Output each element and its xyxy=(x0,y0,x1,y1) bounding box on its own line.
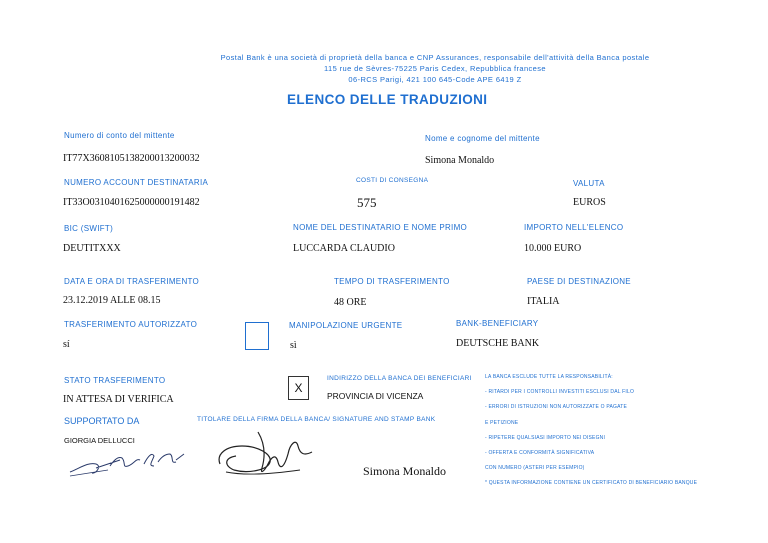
transfer-date-value: 23.12.2019 ALLE 08.15 xyxy=(63,295,161,306)
bank-address-label: INDIRIZZO DELLA BANCA DEI BENEFICIARI xyxy=(327,375,472,382)
bank-address-value: PROVINCIA DI VICENZA xyxy=(327,391,424,401)
sender-account-label: Numero di conto del mittente xyxy=(64,131,175,140)
bank-note: * QUESTA INFORMAZIONE CONTIENE UN CERTIFICATO DI BENEFICIARIO BANQUE xyxy=(485,480,698,486)
bank-address-checkbox[interactable]: X xyxy=(288,376,309,400)
sender-name-value: Simona Monaldo xyxy=(425,155,495,166)
transfer-date-label: DATA E ORA DI TRASFERIMENTO xyxy=(64,277,200,286)
bic-value: DEUTITXXX xyxy=(63,243,121,254)
dest-account-value: IT33O0310401625000000191482 xyxy=(63,197,200,208)
authorized-label: TRASFERIMENTO AUTORIZZATO xyxy=(64,320,198,329)
bank-note: - RIPETERE QUALSIASI IMPORTO NEI DISEGNI xyxy=(485,435,606,441)
bank-note: - OFFERTA E CONFORMITÀ SIGNIFICATIVA xyxy=(485,450,595,456)
amount-label: IMPORTO NELL'ELENCO xyxy=(524,223,624,232)
supporter-signature xyxy=(66,446,188,480)
header-line-3: 06-RCS Parigi, 421 100 645-Code APE 6419 Z xyxy=(348,75,522,84)
page-title: ELENCO DELLE TRADUZIONI xyxy=(287,92,488,107)
status-label: STATO TRASFERIMENTO xyxy=(64,376,166,385)
bank-note: LA BANCA ESCLUDE TUTTE LA RESPONSABILITÀ: xyxy=(485,374,613,380)
header-line-1: Postal Bank è una società di proprietà della banca e CNP Assurances, responsabile dell'attività della Banca postale xyxy=(220,53,650,62)
transfer-time-value: 48 ORE xyxy=(334,297,367,308)
delivery-cost-label: COSTI DI CONSEGNA xyxy=(356,177,429,184)
delivery-cost-value: 575 xyxy=(357,195,377,210)
currency-label: VALUTA xyxy=(573,179,605,188)
sender-name-label: Nome e cognome del mittente xyxy=(425,134,540,143)
supported-value: GIORGIA DELLUCCI xyxy=(64,436,135,445)
dest-country-value: ITALIA xyxy=(527,296,560,307)
sender-account-value: IT77X3608105138200013200032 xyxy=(63,153,200,164)
bank-note: - RITARDI PER I CONTROLLI INVESTITI ESCLUSI DAL FILO xyxy=(485,389,635,395)
signature-name: Simona Monaldo xyxy=(363,464,446,478)
holder-signature-label: TITOLARE DELLA FIRMA DELLA BANCA/ SIGNATURE AND STAMP BANK xyxy=(197,416,436,423)
amount-value: 10.000 EURO xyxy=(524,243,582,254)
currency-value: EUROS xyxy=(573,197,606,208)
bank-beneficiary-value: DEUTSCHE BANK xyxy=(456,338,540,349)
bank-signature xyxy=(212,424,322,478)
status-value: IN ATTESA DI VERIFICA xyxy=(63,394,174,405)
dest-account-label: NUMERO ACCOUNT DESTINATARIA xyxy=(64,178,209,187)
transfer-time-label: TEMPO DI TRASFERIMENTO xyxy=(334,277,450,286)
header-line-2: 115 rue de Sèvres-75225 Paris Cedex, Repubblica francese xyxy=(324,64,546,73)
bic-label: BIC (SWIFT) xyxy=(64,224,114,233)
urgent-value: sì xyxy=(290,340,297,351)
urgent-label: MANIPOLAZIONE URGENTE xyxy=(289,321,403,330)
dest-country-label: PAESE DI DESTINAZIONE xyxy=(527,277,631,286)
supported-label: SUPPORTATO DA xyxy=(64,416,140,426)
urgent-checkbox[interactable] xyxy=(245,322,269,350)
recipient-name-label: NOME DEL DESTINATARIO E NOME PRIMO xyxy=(293,223,468,232)
bank-beneficiary-label: BANK-BENEFICIARY xyxy=(456,319,539,328)
bank-note: E PETIZIONE xyxy=(485,420,519,426)
recipient-name-value: LUCCARDA CLAUDIO xyxy=(293,243,395,254)
authorized-value: sí xyxy=(63,339,70,350)
bank-note: - ERRORI DI ISTRUZIONI NON AUTORIZZATE O PAGATE xyxy=(485,404,628,410)
bank-note: CON NUMERO (ASTERI PER ESEMPIO) xyxy=(485,465,585,471)
